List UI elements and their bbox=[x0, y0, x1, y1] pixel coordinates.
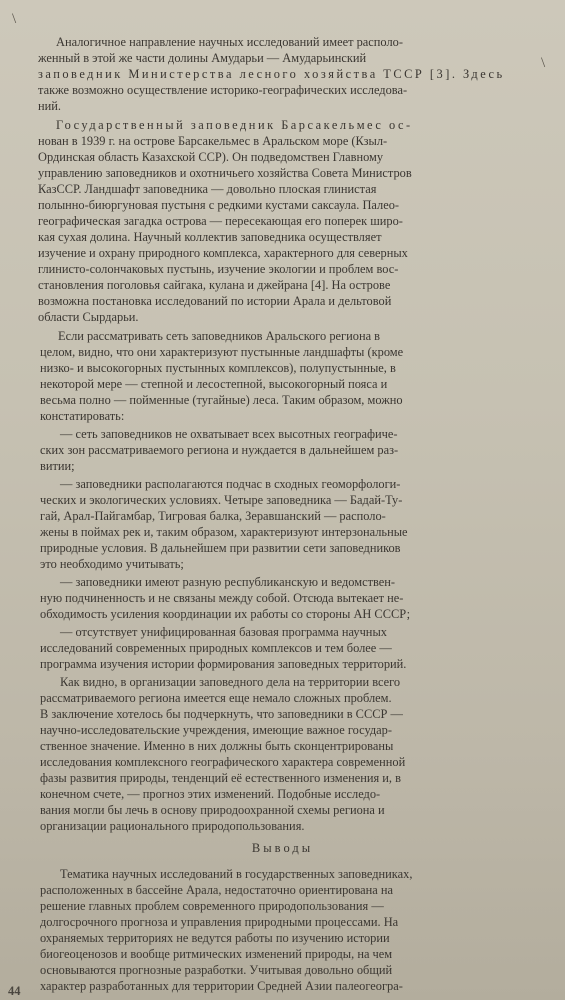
text-line: изучение и охрану природного комплекса, характерного для северных bbox=[38, 246, 408, 260]
text-line: расположенных в бассейне Арала, недостаточно ориентирована на bbox=[40, 883, 394, 897]
text-line: биогеоценозов и вообще ритмических изменений природы, на чем bbox=[40, 947, 393, 961]
text-line: ственное значение. Именно в них должны быть сконцентрированы bbox=[40, 739, 394, 753]
margin-mark-right: \ bbox=[541, 55, 546, 71]
text-line: природные условия. В дальнейшем при развитии сети заповедников bbox=[40, 541, 401, 555]
text-line: основываются прогнозные разработки. Учитывая довольно общий bbox=[40, 963, 393, 977]
text-line: управлению заповедников и охотничьего хозяйства Совета Министров bbox=[38, 166, 412, 180]
text-line: исследования комплексного географического характера современной bbox=[40, 755, 406, 769]
text-line: программа изучения истории формирования заповедных территорий. bbox=[40, 657, 407, 671]
text-line: долгосрочного прогноза и управления природными процессами. На bbox=[40, 915, 399, 929]
text-line: КазССР. Ландшафт заповедника — довольно плоская глинистая bbox=[38, 182, 377, 196]
text-line: жены в поймах рек и, таким образом, характеризуют интерзональные bbox=[40, 525, 408, 539]
text-line: ний. bbox=[38, 99, 61, 113]
text-line: — заповедники располагаются подчас в сходных геоморфологи- bbox=[60, 477, 401, 491]
text-line: характер разработанных для территории Средней Азии палеогеогра- bbox=[40, 979, 403, 993]
text-line: научно-исследовательские учреждения, имеющие важное государ- bbox=[40, 723, 393, 737]
text-line: кая сухая долина. Научный коллектив заповедника осуществляет bbox=[38, 230, 382, 244]
text-line: нован в 1939 г. на острове Барсакельмес в Аральском море (Кзыл- bbox=[38, 134, 388, 148]
margin-mark-left: \ bbox=[12, 11, 17, 27]
text-line: Государственный заповедник Барсакельмес ос- bbox=[56, 118, 413, 132]
text-line: также возможно осуществление историко-географических исследова- bbox=[38, 83, 408, 97]
text-line: конечном счете, — прогноз этих изменений. Подобные исследо- bbox=[40, 787, 381, 801]
text-line: исследований современных природных комплексов и тем более — bbox=[40, 641, 392, 655]
text-line: охраняемых территориях не ведутся работы по изучению истории bbox=[40, 931, 390, 945]
text-line: женный в этой же части долины Амударьи — Амударьинский bbox=[38, 51, 367, 65]
text-line: вания могли бы лечь в основу природоохранной схемы региона и bbox=[40, 803, 385, 817]
text-line: обходимость усиления координации их работы со стороны АН СССР; bbox=[40, 607, 411, 621]
text-line: географическая загадка острова — пересекающая его поперек широ- bbox=[38, 214, 403, 228]
text-line: становления поголовья сайгака, кулана и джейрана [4]. На острове bbox=[38, 278, 391, 292]
text-line: констатировать: bbox=[40, 409, 125, 423]
text-line: глинисто-солончаковых пустынь, изучение экологии и проблем вос- bbox=[38, 262, 399, 276]
text-line: целом, видно, что они характеризуют пустынные ландшафты (кроме bbox=[40, 345, 404, 359]
page-number: 44 bbox=[8, 984, 21, 998]
text-line: В заключение хотелось бы подчеркнуть, что заповедники в СССР — bbox=[40, 707, 403, 721]
text-line: возможна постановка исследований по истории Арала и дельтовой bbox=[38, 294, 392, 308]
text-line: ную подчиненность и не связаны между собой. Отсюда вытекает не- bbox=[40, 591, 404, 605]
text-line: весьма полно — пойменные (тугайные) леса. Таким образом, можно bbox=[40, 393, 403, 407]
section-heading: Выводы bbox=[251, 841, 314, 855]
text-line: гай, Арал-Пайгамбар, Тигровая балка, Зеравшанский — располо- bbox=[40, 509, 386, 523]
text-line: — заповедники имеют разную республиканскую и ведомствен- bbox=[60, 575, 396, 589]
text-line: области Сырдарьи. bbox=[38, 310, 139, 324]
text-line: Ординская область Казахской ССР). Он подведомствен Главному bbox=[38, 150, 384, 164]
text-line: решение главных проблем современного природопользования — bbox=[40, 899, 384, 913]
text-line: рассматриваемого региона имеется еще немало сложных проблем. bbox=[40, 691, 392, 705]
text-line: заповедник Министерства лесного хозяйства ТССР [3]. Здесь bbox=[38, 67, 505, 81]
text-line: — сеть заповедников не охватывает всех высотных географиче- bbox=[60, 427, 398, 441]
text-line: — отсутствует унифицированная базовая программа научных bbox=[60, 625, 387, 639]
text-line: ских зон рассматриваемого региона и нуждается в дальнейшем раз- bbox=[40, 443, 399, 457]
text-line: организации рационального природопользования. bbox=[40, 819, 305, 833]
text-line: низко- и высокогорных пустынных комплексов), полупустынные, в bbox=[40, 361, 396, 375]
text-line: полынно-биюргуновая пустыня с редкими кустами саксаула. Палео- bbox=[38, 198, 400, 212]
text-line: Если рассматривать сеть заповедников Аральского региона в bbox=[58, 329, 381, 343]
text-line: некоторой мере — степной и лесостепной, высокогорный пояса и bbox=[40, 377, 388, 391]
text-line: это необходимо учитывать; bbox=[40, 557, 184, 571]
text-line: фазы развития природы, тенденций её естественного изменения и, в bbox=[40, 771, 401, 785]
text-line: Аналогичное направление научных исследований имеет располо- bbox=[56, 35, 403, 49]
text-line: ческих и экологических условиях. Четыре заповедника — Бадай-Ту- bbox=[40, 493, 403, 507]
text-line: Как видно, в организации заповедного дела на территории всего bbox=[60, 675, 401, 689]
text-line: витии; bbox=[40, 459, 75, 473]
text-line: Тематика научных исследований в государственных заповедниках, bbox=[60, 867, 413, 881]
